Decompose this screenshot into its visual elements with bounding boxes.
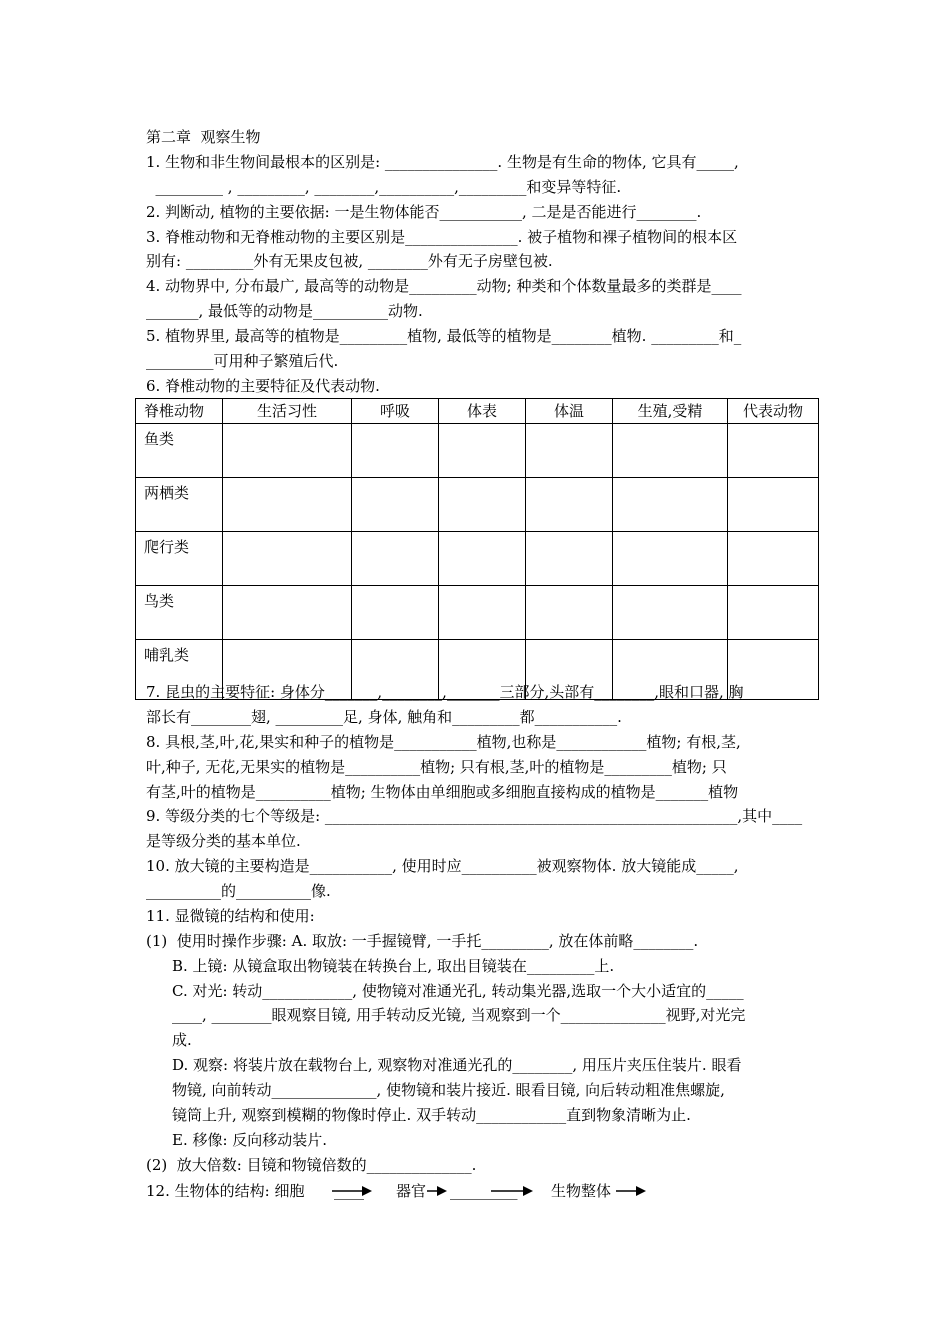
q8-line2: 叶,种子, 无花,无果实的植物是__________植物; 只有根,茎,叶的植物是_________植物; 只 <box>146 758 727 776</box>
q4-line2: _______, 最低等的动物是__________动物. <box>146 302 423 320</box>
table-row-label: 鸟类 <box>136 586 223 640</box>
q11-title: 11. 显微镜的结构和使用: <box>146 907 315 925</box>
table-cell <box>613 586 728 640</box>
table-cell <box>352 586 439 640</box>
q1-line2: _________ , _________, ________,__________,_________和变异等特征. <box>146 178 622 196</box>
table-header-row <box>136 399 819 424</box>
q8-line3: 有茎,叶的植物是__________植物; 生物体由单细胞或多细胞直接构成的植物是_______植物 <box>146 783 739 801</box>
q11-step-d-line1: D. 观察: 将装片放在载物台上, 观察物对准通光孔的________, 用压片夹压住装片. 眼看 <box>172 1056 742 1074</box>
table-cell <box>728 478 819 532</box>
vertebrate-table <box>135 398 819 700</box>
q4-line1: 4. 动物界中, 分布最广, 最高等的动物是_________动物; 种类和个体数量最多的类群是____ <box>146 277 742 295</box>
table-cell <box>613 424 728 478</box>
flow-organ: 器官 <box>396 1182 427 1200</box>
table-cell <box>352 478 439 532</box>
table-cell <box>223 424 352 478</box>
arrow-right-icon <box>427 1184 447 1198</box>
table-row-label: 两栖类 <box>136 478 223 532</box>
q11-step-d-line3: 镜筒上升, 观察到模糊的物像时停止. 双手转动____________直到物象清晰为止. <box>172 1106 691 1124</box>
q11-step-d-line2: 物镜, 向前转动______________, 使物镜和装片接近. 眼看目镜, 向后转动粗准焦螺旋, <box>172 1081 725 1099</box>
table-row-label: 鱼类 <box>136 424 223 478</box>
q11-step-c-line1: C. 对光: 转动____________, 使物镜对准通光孔, 转动集光器,选取一个大小适宜的_____ <box>172 982 744 1000</box>
table-cell <box>613 532 728 586</box>
q3-line2: 别有: _________外有无果皮包被, ________外有无子房壁包被. <box>146 252 553 270</box>
table-cell <box>526 586 613 640</box>
chapter-title: 第二章 观察生物 <box>146 128 261 146</box>
q3-line1: 3. 脊椎动物和无脊椎动物的主要区别是_______________. 被子植物和裸子植物间的根本区 <box>146 228 738 246</box>
table-cell <box>439 478 526 532</box>
table-header: 代表动物 <box>728 399 819 424</box>
q11-step-b: B. 上镜: 从镜盒取出物镜装在转换台上, 取出目镜装在_________上. <box>172 957 615 975</box>
table-cell <box>526 478 613 532</box>
table-header: 脊椎动物 <box>136 399 223 424</box>
table-cell <box>728 532 819 586</box>
table-header: 呼吸 <box>352 399 439 424</box>
table-cell <box>352 424 439 478</box>
table-cell <box>439 586 526 640</box>
q11-step-c-line3: 成. <box>172 1031 192 1049</box>
q10-line2: __________的__________像. <box>146 882 331 900</box>
table-header: 生殖,受精 <box>613 399 728 424</box>
q11-step-e: E. 移像: 反向移动装片. <box>172 1131 328 1149</box>
table-header: 体温 <box>526 399 613 424</box>
table-row <box>136 532 819 586</box>
flow-blank-1: ____ <box>334 1182 364 1200</box>
table-cell <box>223 532 352 586</box>
flow-blank-2: _________ <box>450 1182 518 1200</box>
q1-line1: 1. 生物和非生物间最根本的区别是: _______________. 生物是有生命的物体, 它具有_____, <box>146 153 739 171</box>
q2-line: 2. 判断动, 植物的主要依据: 一是生物体能否___________, 二是是否能进行________. <box>146 203 702 221</box>
q11-step-a: (1) 使用时操作步骤: A. 取放: 一手握镜臂, 一手托_________, 放在体前略________. <box>146 932 699 950</box>
q9-line1: 9. 等级分类的七个等级是: _______________________________________________________,其中____ <box>146 807 803 825</box>
table-row-label: 哺乳类 <box>136 640 223 700</box>
q5-line2: _________可用种子繁殖后代. <box>146 352 339 370</box>
table-cell <box>526 424 613 478</box>
table-header: 体表 <box>439 399 526 424</box>
q11-step-c-line2: ____, ________眼观察目镜, 用手转动反光镜, 当观察到一个______________视野,对光完 <box>172 1006 746 1024</box>
q5-line1: 5. 植物界里, 最高等的植物是_________植物, 最低等的植物是________植物. _________和_ <box>146 327 742 345</box>
table-cell <box>439 532 526 586</box>
table-cell <box>223 586 352 640</box>
q10-line1: 10. 放大镜的主要构造是___________, 使用时应__________被观察物体. 放大镜能成_____, <box>146 857 739 875</box>
flow-prefix: 12. 生物体的结构: 细胞 <box>146 1182 305 1200</box>
table-cell <box>613 478 728 532</box>
table-row <box>136 424 819 478</box>
q9-line2: 是等级分类的基本单位. <box>146 832 301 850</box>
arrow-right-icon <box>491 1184 533 1198</box>
q7-line1: 7. 昆虫的主要特征: 身体分_______,________,_______三部分,头部有________,眼和口器, 胸 <box>146 683 744 701</box>
q6-line: 6. 脊椎动物的主要特征及代表动物. <box>146 377 380 395</box>
q7-line2: 部长有________翅, _________足, 身体, 触角和_________都___________. <box>146 708 622 726</box>
table-cell <box>728 424 819 478</box>
q11-magnification: (2) 放大倍数: 目镜和物镜倍数的______________. <box>146 1156 477 1174</box>
table-row <box>136 478 819 532</box>
structure-flow <box>146 1181 666 1205</box>
table-header: 生活习性 <box>223 399 352 424</box>
table-cell <box>439 424 526 478</box>
q8-line1: 8. 具根,茎,叶,花,果实和种子的植物是___________植物,也称是____________植物; 有根,茎, <box>146 733 741 751</box>
table-cell <box>223 478 352 532</box>
table-cell <box>352 532 439 586</box>
table-cell <box>728 586 819 640</box>
table-row <box>136 586 819 640</box>
flow-whole: 生物整体 <box>551 1182 612 1200</box>
table-row-label: 爬行类 <box>136 532 223 586</box>
table-cell <box>526 532 613 586</box>
arrow-right-icon <box>616 1184 646 1198</box>
